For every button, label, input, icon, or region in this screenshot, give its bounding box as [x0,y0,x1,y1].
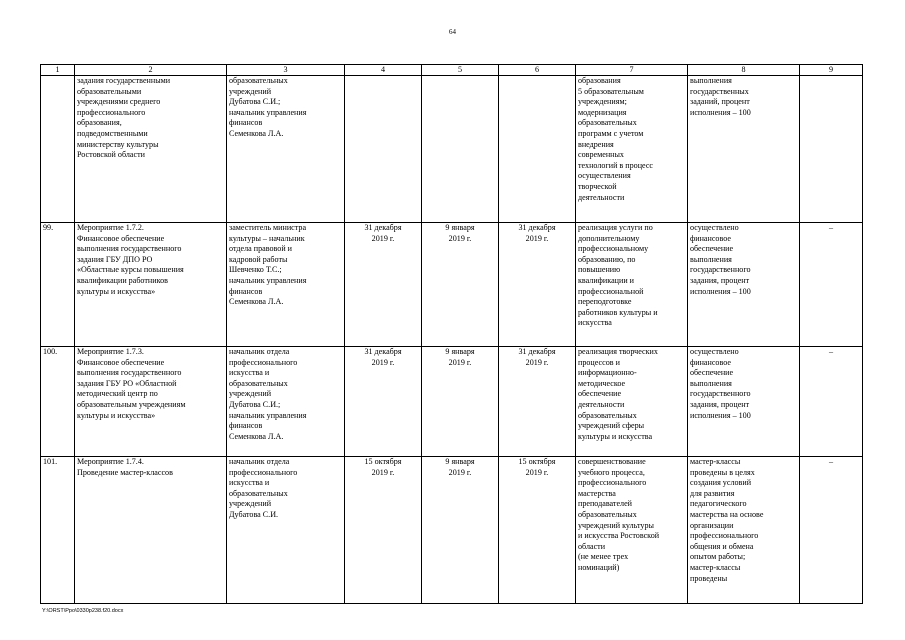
date-start-cell: 31 декабря 2019 г. [345,347,422,457]
date-end-cell [499,76,576,223]
event-cell: Мероприятие 1.7.3. Финансовое обеспечение выполнения государственного задания ГБУ РО «Областной методический центр по образовательным учреждениям культуры и искусства» [75,347,227,457]
table-row [41,76,863,223]
date-plan-cell: 9 января 2019 г. [422,457,499,604]
table-row [41,223,863,347]
header-cell: 6 [499,65,576,76]
note-cell: – [800,223,863,347]
event-cell: Мероприятие 1.7.4. Проведение мастер-классов [75,457,227,604]
date-start-cell [345,76,422,223]
actual-result-cell: выполнения государственных заданий, процент исполнения – 100 [688,76,800,223]
header-cell: 8 [688,65,800,76]
row-number: 100. [41,347,75,457]
date-end-cell: 31 декабря 2019 г. [499,347,576,457]
actual-result-cell: мастер-классы проведены в целях создания условий для развития педагогического мастерства на основе организации профессионального общения и обмена опытом работы; мастер-классы проведены [688,457,800,604]
page-number: 64 [449,28,456,36]
event-cell: задания государственными образовательными учреждениями среднего профессионального образования, подведомственными министерству культуры Ростовской области [75,76,227,223]
date-plan-cell [422,76,499,223]
expected-result-cell: образования 5 образовательным учреждениям; модернизация образовательных программ с учетом внедрения современных технологий в процесс осуществления творческой деятельности [576,76,688,223]
header-cell: 9 [800,65,863,76]
header-cell: 2 [75,65,227,76]
note-cell: – [800,347,863,457]
file-path-footer: Y:\ORST\Ppo\0330p238.f20.docx [42,608,124,614]
responsible-cell: образовательных учреждений Дубатова С.И.; начальник управления финансов Семенкова Л.А. [227,76,345,223]
header-cell: 4 [345,65,422,76]
table-row [41,457,863,604]
table-row [41,347,863,457]
header-cell: 1 [41,65,75,76]
actual-result-cell: осуществлено финансовое обеспечение выполнения государственного задания, процент исполнения – 100 [688,223,800,347]
expected-result-cell: совершенствование учебного процесса, профессионального мастерства преподавателей образовательных учреждений культуры и искусства Ростовской области (не менее трех номинаций) [576,457,688,604]
header-row [41,65,863,76]
plan-table [40,64,863,604]
date-start-cell: 31 декабря 2019 г. [345,223,422,347]
note-cell: – [800,457,863,604]
row-number: 101. [41,457,75,604]
responsible-cell: заместитель министра культуры – начальник отдела правовой и кадровой работы Шевченко Т.С.; начальник управления финансов Семенкова Л.А. [227,223,345,347]
date-end-cell: 31 декабря 2019 г. [499,223,576,347]
header-cell: 7 [576,65,688,76]
event-cell: Мероприятие 1.7.2. Финансовое обеспечение выполнения государственного задания ГБУ ДПО РО «Областные курсы повышения квалификации работников культуры и искусства» [75,223,227,347]
date-plan-cell: 9 января 2019 г. [422,223,499,347]
header-cell: 5 [422,65,499,76]
row-number: 99. [41,223,75,347]
header-cell: 3 [227,65,345,76]
date-plan-cell: 9 января 2019 г. [422,347,499,457]
row-number [41,76,75,223]
expected-result-cell: реализация услуги по дополнительному профессиональному образованию, по повышению квалификации и профессиональной переподготовке работников культуры и искусства [576,223,688,347]
date-start-cell: 15 октября 2019 г. [345,457,422,604]
responsible-cell: начальник отдела профессионального искусства и образовательных учреждений Дубатова С.И.; начальник управления финансов Семенкова Л.А. [227,347,345,457]
note-cell [800,76,863,223]
actual-result-cell: осуществлено финансовое обеспечение выполнения государственного задания, процент исполнения – 100 [688,347,800,457]
expected-result-cell: реализация творческих процессов и информационно- методическое обеспечение деятельности образовательных учреждений сферы культуры и искусства [576,347,688,457]
date-end-cell: 15 октября 2019 г. [499,457,576,604]
responsible-cell: начальник отдела профессионального искусства и образовательных учреждений Дубатова С.И. [227,457,345,604]
